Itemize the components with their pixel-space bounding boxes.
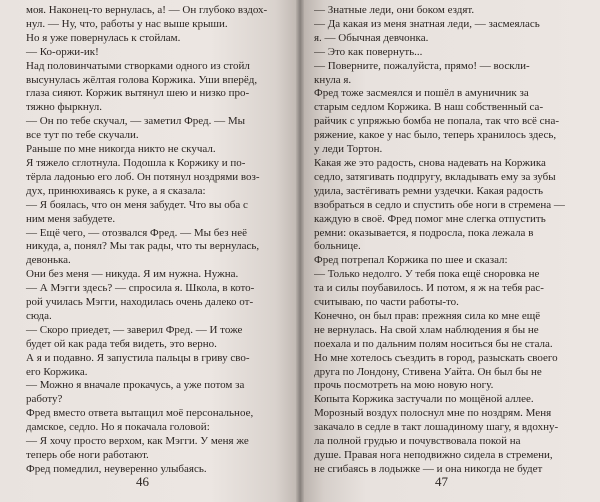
text-line: глаза сияют. Коржик вытянул шею и низко про-: [26, 87, 250, 100]
text-line: Я тяжело сглотнула. Подошла к Коржику и по-: [26, 156, 246, 169]
text-line: — Он по тебе скучал, — заметил Фред. — Мы: [26, 115, 246, 128]
text-line: — Да какая из меня знатная леди, — засмеялась: [314, 17, 540, 30]
text-line: работу?: [26, 393, 63, 406]
text-line: старым седлом Коржика. В наш собственный са-: [314, 101, 544, 114]
text-line: сюда.: [26, 309, 52, 322]
text-line: я. — Обычная девчонка.: [314, 31, 429, 44]
text-line: дамское, седло. Но я покачала головой:: [26, 421, 210, 434]
text-line: Какая же это радость, снова надевать на Коржика: [314, 156, 546, 169]
text-line: поехала и по дальним полям носиться бы не стала.: [314, 337, 553, 350]
text-line: седло, затягивать подпругу, вкладывать ему за зубы: [314, 170, 556, 183]
text-line: девонька.: [26, 254, 71, 267]
text-line: кнула я.: [314, 73, 352, 86]
text-line: та и силы поубавилось. И потом, я ж на тебя рас-: [314, 282, 544, 295]
text-line: тёрла ладонью его лоб. Он потянул ноздрями воз-: [26, 170, 260, 183]
text-line: — Поверните, пожалуйста, прямо! — воскли-: [314, 59, 530, 72]
text-line: закачало в седле в такт лошадиному шагу, я вдохну-: [314, 421, 559, 434]
text-line: все тут по тебе скучали.: [26, 129, 139, 142]
text-line: — Ко-оржи-ик!: [26, 45, 99, 58]
text-line: Фред вместо ответа вытащил моё персональное,: [26, 407, 254, 420]
text-line: Конечно, он был прав: прежняя сила ко мне ещё: [314, 309, 541, 322]
text-line: — А Мэгги здесь? — спросила я. Школа, в кото-: [26, 282, 255, 295]
text-line: рой училась Мэгги, находилась очень далеко от-: [26, 296, 254, 309]
text-line: — Я боялась, что он меня забудет. Что вы оба с: [26, 198, 248, 211]
text-line: удила, застёгивать ремни уздечки. Какая радость: [314, 184, 543, 197]
text-line: Раньше по мне никогда никто не скучал.: [26, 143, 216, 156]
text-line: райчик с упряжью бомба не попала, так что всё сна-: [314, 115, 559, 128]
text-line: ряжение, какое у нас было, теперь хранилось здесь,: [314, 129, 557, 142]
text-line: каждую в своё. Фред помог мне слегка отпустить: [314, 212, 546, 225]
text-line: Над половинчатыми створками одного из стойл: [26, 59, 250, 72]
text-line: никуда, а, понял? Мы так рады, что ты вернулась,: [26, 240, 260, 253]
page-number-right: 47: [435, 474, 448, 489]
text-line: не вернулась. На свой хлам наблюдения я бы не: [314, 323, 539, 336]
text-line: ла полной грудью и почувствовала покой на: [314, 435, 521, 448]
text-line: А я и подавно. Я запустила пальцы в гриву сво-: [26, 351, 250, 364]
text-line: ремни: оказывается, я подросла, пока лежала в: [314, 226, 534, 239]
text-line: друга по Лондону, Стивена Уайта. Он был бы не: [314, 365, 542, 378]
text-line: — Это как повернуть...: [314, 45, 423, 58]
text-line: — Можно я вначале прокачусь, а уже потом за: [26, 379, 245, 392]
text-line: — Знатные леди, они боком ездят.: [314, 4, 475, 16]
text-line: будет ой как рада тебя видеть, это верно.: [26, 337, 217, 350]
text-line: — Ещё чего, — отозвался Фред. — Мы без неё: [26, 226, 247, 239]
page-number-left: 46: [136, 474, 149, 489]
text-line: — Только недолго. У тебя пока ещё сноровка не: [314, 268, 540, 281]
text-line: его Коржика.: [26, 365, 88, 378]
right-page-text: [314, 4, 594, 477]
text-line: Копыта Коржика застучали по мощёной аллее.: [314, 393, 534, 406]
text-line: высунулась жёлтая голова Коржика. Уши вперёд,: [26, 73, 258, 86]
text-line: моя. Наконец-то вернулась, а! — Он глубоко вздох-: [26, 4, 268, 16]
text-line: душе. Правая нога неподвижно сидела в стремени,: [314, 449, 553, 461]
text-line: взобраться в седло и спустить обе ноги в стремена —: [314, 198, 565, 211]
text-line: у леди Тортон.: [314, 143, 383, 156]
text-line: — Я хочу просто верхом, как Мэгги. У меня же: [26, 435, 249, 448]
text-line: нул. — Ну, что, работы у нас выше крыши.: [26, 17, 228, 30]
text-line: больнице.: [314, 240, 361, 253]
text-line: теперь обе ноги работают.: [26, 449, 149, 461]
text-line: Морозный воздух полоснул мне по ноздрям. Меня: [314, 407, 552, 420]
text-line: прочь посмотреть на мою новую ногу.: [314, 379, 494, 392]
text-line: тяжно фыркнул.: [26, 101, 102, 114]
text-line: Они без меня — никуда. Я им нужна. Нужна.: [26, 268, 239, 281]
text-line: не сгибаясь в лодыжке — и она никогда не будет: [314, 462, 543, 475]
book-gutter: [296, 0, 304, 502]
left-page-text: [14, 4, 292, 477]
right-page: [300, 0, 600, 502]
text-line: Фред потрепал Коржика по шее и сказал:: [314, 254, 508, 267]
text-line: Но я уже повернулась к стойлам.: [26, 31, 181, 44]
text-line: — Скоро приедет, — заверил Фред. — И тоже: [26, 323, 243, 336]
text-line: Фред помедлил, неуверенно улыбаясь.: [26, 462, 207, 475]
text-line: дух, принюхиваясь к руке, а я сказала:: [26, 184, 206, 197]
text-line: Фред тоже засмеялся и пошёл в амуничник за: [314, 87, 529, 100]
text-line: считываю, по части работы-то.: [314, 296, 459, 309]
text-line: Но мне хотелось съездить в город, разыскать своего: [314, 351, 558, 364]
text-line: ним меня забудете.: [26, 212, 116, 225]
